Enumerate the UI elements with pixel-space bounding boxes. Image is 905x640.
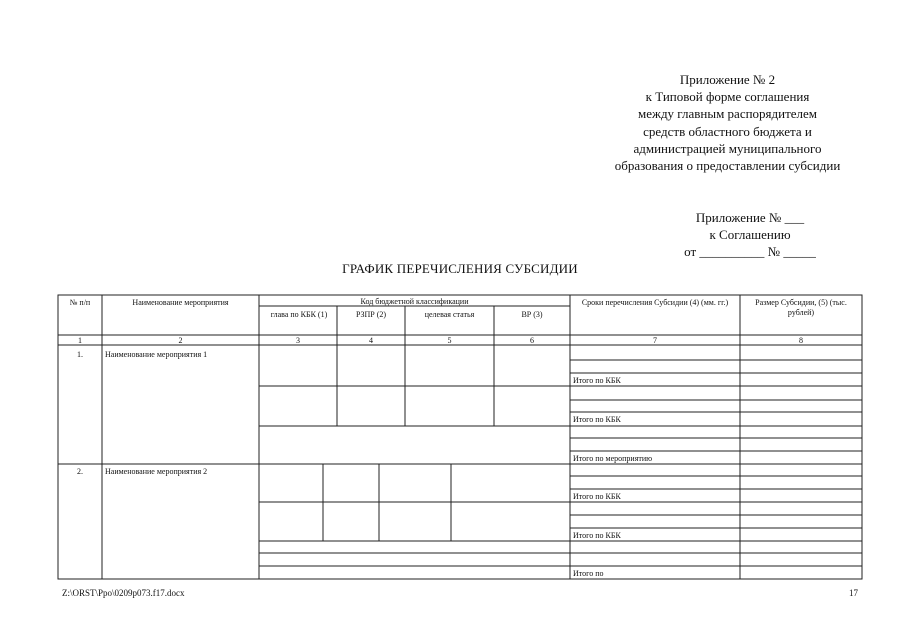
total-by-kbk: Итого по КБК bbox=[573, 492, 621, 501]
column-number: 5 bbox=[447, 336, 452, 345]
header-vr: ВР (3) bbox=[521, 310, 543, 319]
agreement-date-number: от __________ № _____ bbox=[684, 244, 816, 259]
column-number: 1 bbox=[78, 336, 82, 345]
agreement-reference: к Соглашению bbox=[709, 227, 791, 242]
total-by-kbk: Итого по КБК bbox=[573, 415, 621, 424]
header-glava: глава по КБК (1) bbox=[270, 310, 328, 319]
column-number: 3 bbox=[296, 336, 300, 345]
appendix-line: средств областного бюджета и bbox=[643, 123, 812, 139]
appendix-line: к Типовой форме соглашения bbox=[645, 89, 810, 105]
header-transfer-terms: Сроки перечисления Субсидии (4) (мм. гг.) bbox=[581, 298, 729, 307]
event-name: Наименование мероприятия 2 bbox=[105, 467, 208, 476]
appendix-line: администрацией муниципального bbox=[633, 140, 822, 156]
row-number: 2. bbox=[77, 467, 83, 476]
appendix-line: Приложение № 2 bbox=[679, 72, 776, 87]
column-number: 6 bbox=[530, 336, 534, 345]
column-number: 7 bbox=[653, 336, 657, 345]
header-subsidy-amount: Размер Субсидии, (5) (тыс. рублей) bbox=[755, 298, 847, 317]
page-number: 17 bbox=[849, 588, 858, 598]
header-event-name: Наименование мероприятия bbox=[132, 298, 229, 307]
total-by-kbk: Итого по КБК bbox=[573, 531, 621, 540]
header-num: № п/п bbox=[69, 298, 91, 307]
total-final: Итого по bbox=[573, 569, 604, 578]
header-rzpr: РЗПР (2) bbox=[355, 310, 387, 319]
document-title: ГРАФИК ПЕРЕЧИСЛЕНИЯ СУБСИДИИ bbox=[342, 261, 578, 276]
total-by-event: Итого по мероприятию bbox=[573, 454, 653, 463]
header-target-article: целевая статья bbox=[424, 310, 475, 319]
total-by-kbk: Итого по КБК bbox=[573, 376, 621, 385]
agreement-appendix-number: Приложение № ___ bbox=[695, 210, 805, 225]
row-number: 1. bbox=[77, 350, 83, 359]
file-path: Z:\ORST\Ppo\0209p073.f17.docx bbox=[62, 588, 185, 598]
appendix-line: образования о предоставлении субсидии bbox=[614, 158, 841, 174]
appendix-line: между главным распорядителем bbox=[637, 106, 818, 122]
column-number: 2 bbox=[178, 336, 183, 345]
column-number: 4 bbox=[369, 336, 373, 345]
header-kbk-group: Код бюджетной классификации bbox=[360, 297, 469, 306]
event-name: Наименование мероприятия 1 bbox=[105, 350, 208, 359]
column-number: 8 bbox=[799, 336, 803, 345]
